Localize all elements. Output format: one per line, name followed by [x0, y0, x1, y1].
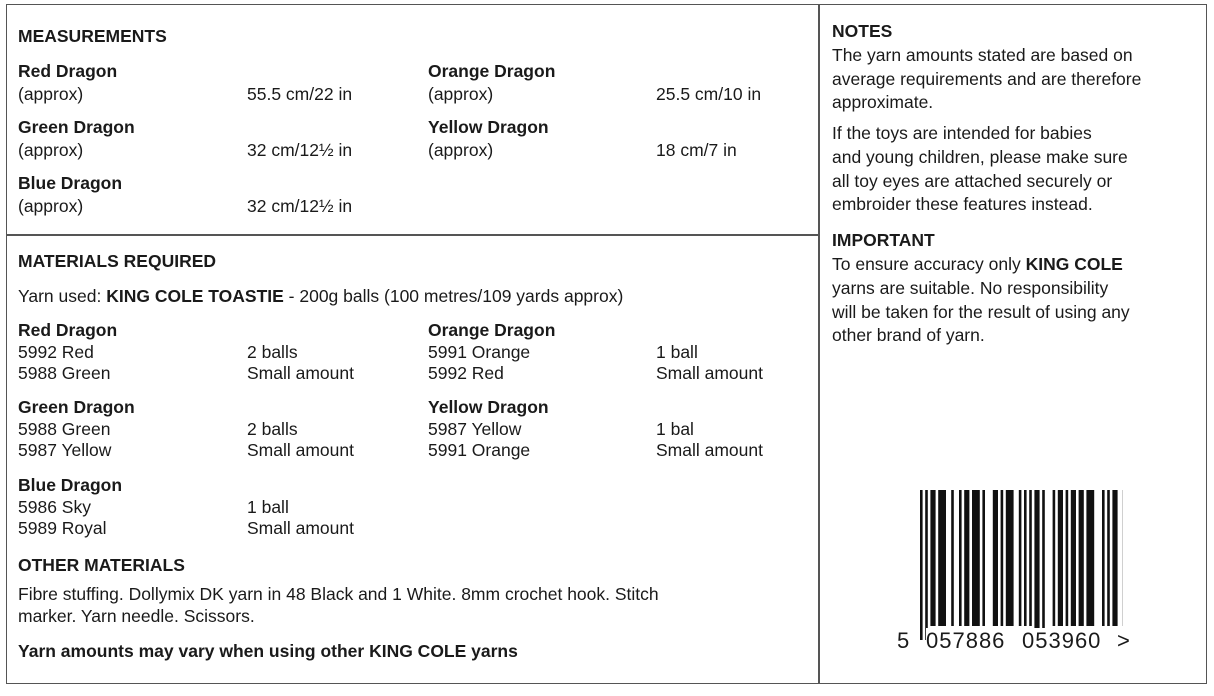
barcode-bar [959, 490, 962, 626]
measurement-value: 32 cm/12½ in [247, 140, 353, 160]
important-brand: KING COLE [1025, 254, 1123, 274]
barcode-bar [1001, 490, 1004, 626]
yarn-amount: Small amount [247, 518, 354, 538]
measurement-note: (approx) [428, 140, 494, 160]
barcode-bar [1006, 490, 1014, 626]
notes-text: and young children, please make sure [832, 147, 1128, 167]
barcode [918, 490, 1123, 642]
yarn-variation-note: Yarn amounts may vary when using other KING COLE yarns [18, 641, 518, 661]
barcode-bar [1107, 490, 1110, 626]
barcode-bar [1112, 490, 1117, 626]
yarn-colour: 5986 Sky [18, 497, 91, 517]
dragon-name: Red Dragon [18, 320, 118, 340]
dragon-name: Green Dragon [18, 397, 135, 417]
barcode-bar [1019, 490, 1022, 626]
barcode-bar [993, 490, 998, 626]
dragon-name: Yellow Dragon [428, 397, 549, 417]
barcode-bar [938, 490, 946, 626]
notes-text: average requirements and are therefore [832, 69, 1142, 89]
barcode-bar [951, 490, 954, 626]
yarn-amount: Small amount [656, 363, 763, 383]
barcode-bar [1034, 490, 1039, 640]
yarn-colour: 5992 Red [428, 363, 504, 383]
yarn-amount: 1 ball [247, 497, 289, 517]
barcode-bar [930, 490, 935, 626]
materials-heading: MATERIALS REQUIRED [18, 251, 217, 271]
important-text: other brand of yarn. [832, 325, 985, 345]
yarn-colour: 5987 Yellow [428, 419, 522, 439]
barcode-bar [1053, 490, 1056, 626]
important-heading: IMPORTANT [832, 230, 935, 250]
yarn-amount: 1 bal [656, 419, 694, 439]
important-text: will be taken for the result of using any [832, 302, 1130, 322]
measurement-name: Blue Dragon [18, 173, 123, 193]
important-text: yarns are suitable. No responsibility [832, 278, 1109, 298]
notes-text: all toy eyes are attached securely or [832, 171, 1113, 191]
yarn-colour: 5988 Green [18, 419, 111, 439]
yarn-amount: 1 ball [656, 342, 698, 362]
barcode-bar [1079, 490, 1084, 626]
yarn-amount: 2 balls [247, 342, 298, 362]
dragon-name: Orange Dragon [428, 320, 556, 340]
measurement-name: Orange Dragon [428, 61, 556, 81]
barcode-bar [972, 490, 980, 626]
yarn-amount: Small amount [656, 440, 763, 460]
yarn-brand: KING COLE TOASTIE [106, 286, 284, 306]
barcode-bar [1102, 490, 1105, 626]
measurement-note: (approx) [18, 196, 84, 216]
barcode-bar [1024, 490, 1027, 626]
barcode-bar [920, 490, 923, 640]
barcode-bar [1086, 490, 1094, 626]
barcode-end-marker: > [1117, 628, 1131, 653]
notes-heading: NOTES [832, 21, 893, 41]
measurement-note: (approx) [428, 84, 494, 104]
yarn-used [18, 285, 623, 307]
barcode-bar [1029, 490, 1032, 626]
notes-text: approximate. [832, 92, 934, 112]
measurement-note: (approx) [18, 140, 84, 160]
measurement-value: 55.5 cm/22 in [247, 84, 353, 104]
other-materials-heading: OTHER MATERIALS [18, 555, 185, 575]
barcode-digits-left: 057886 [926, 628, 1006, 653]
barcode-digit-first: 5 [897, 628, 911, 653]
important-text [832, 253, 1123, 275]
barcode-bar [1042, 490, 1045, 640]
barcode-digits-right: 053960 [1022, 628, 1102, 653]
important-text-prefix: To ensure accuracy only [832, 254, 1026, 274]
notes-text: embroider these features instead. [832, 194, 1093, 214]
barcode-bar [1066, 490, 1069, 626]
yarn-details: - 200g balls (100 metres/109 yards approx) [283, 286, 624, 306]
yarn-colour: 5988 Green [18, 363, 111, 383]
barcode-bar [925, 490, 928, 640]
measurement-name: Red Dragon [18, 61, 118, 81]
measurement-note: (approx) [18, 84, 84, 104]
barcode-bar [982, 490, 985, 626]
measurement-name: Yellow Dragon [428, 117, 549, 137]
notes-text: If the toys are intended for babies [832, 123, 1092, 143]
yarn-colour: 5989 Royal [18, 518, 107, 538]
yarn-amount: 2 balls [247, 419, 298, 439]
yarn-amount: Small amount [247, 440, 354, 460]
column-divider [818, 4, 820, 684]
yarn-colour: 5987 Yellow [18, 440, 112, 460]
barcode-bar [964, 490, 969, 626]
other-materials-text: marker. Yarn needle. Scissors. [18, 606, 255, 626]
barcode-bar [1071, 490, 1076, 626]
section-divider [6, 234, 819, 236]
yarn-colour: 5991 Orange [428, 342, 531, 362]
barcode-bar [1058, 490, 1063, 626]
yarn-colour: 5992 Red [18, 342, 94, 362]
notes-text: The yarn amounts stated are based on [832, 45, 1133, 65]
other-materials-text: Fibre stuffing. Dollymix DK yarn in 48 Black and 1 White. 8mm crochet hook. Stitch [18, 584, 659, 604]
measurement-name: Green Dragon [18, 117, 135, 137]
measurement-value: 25.5 cm/10 in [656, 84, 762, 104]
measurement-value: 32 cm/12½ in [247, 196, 353, 216]
yarn-colour: 5991 Orange [428, 440, 531, 460]
measurement-value: 18 cm/7 in [656, 140, 737, 160]
measurements-heading: MEASUREMENTS [18, 26, 167, 46]
yarn-amount: Small amount [247, 363, 354, 383]
dragon-name: Blue Dragon [18, 475, 123, 495]
yarn-used-label: Yarn used: [18, 286, 107, 306]
